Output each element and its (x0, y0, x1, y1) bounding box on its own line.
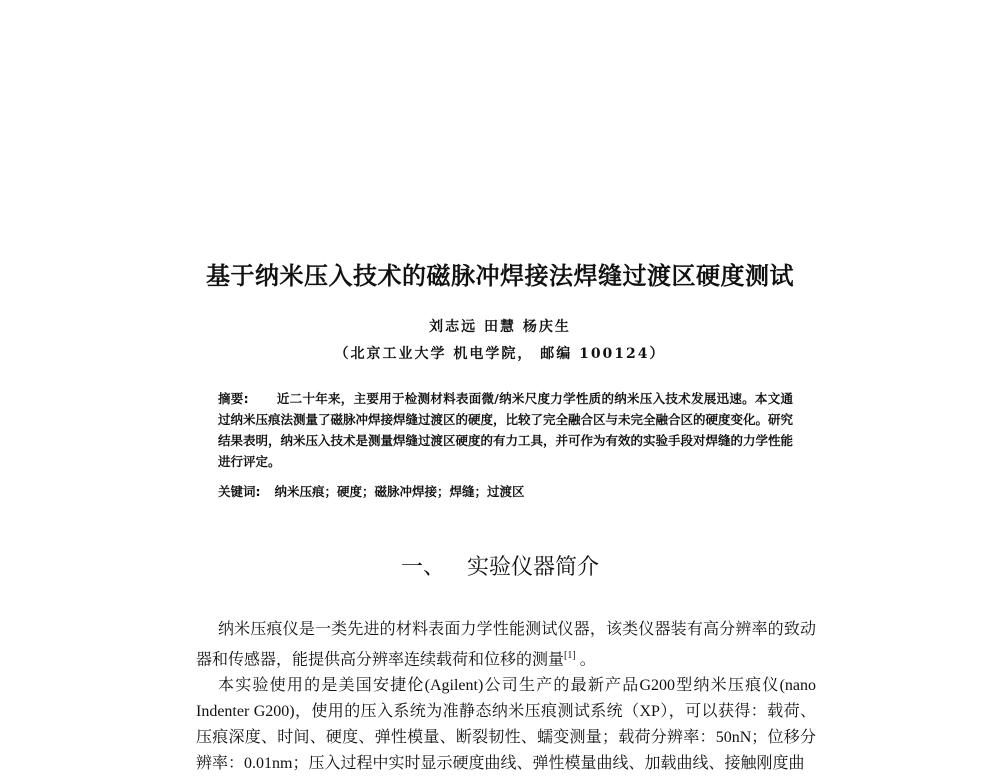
body-text (196, 617, 816, 777)
section-number: 一、 (400, 555, 445, 580)
abstract-text: 近二十年来，主要用于检测材料表面微/纳米尺度力学性质的纳米压入技术发展迅速。本文通过纳米压痕法测量了磁脉冲焊接焊缝过渡区的硬度，比较了完全融合区与未完全融合区的硬度变化。研究结果表明，纳米压入技术是测量焊缝过渡区硬度的有力工具，并可作为有效的实验手段对焊缝的力学性能进行评定。 (218, 391, 794, 469)
keywords-text: 纳米压痕；硬度；磁脉冲焊接；焊缝；过渡区 (274, 484, 525, 499)
authors: 刘志远 田慧 杨庆生 (429, 319, 571, 335)
paragraph-text: 纳米压痕仪是一类先进的材料表面力学性能测试仪器，该类仪器装有高分辨率的致动器和传感器，能提供高分辨率连续载荷和位移的测量 (196, 621, 816, 669)
abstract (218, 388, 793, 472)
affiliation: （北京工业大学 机电学院， 邮编 100124） (334, 346, 666, 362)
keywords (218, 482, 525, 500)
section-title: 实验仪器简介 (467, 555, 600, 580)
abstract-label: 摘要: (218, 391, 249, 406)
keywords-label: 关键词: (218, 484, 261, 499)
citation: [1] (564, 650, 576, 661)
paragraph-end: 。 (575, 651, 596, 669)
section-heading (0, 550, 1000, 581)
paragraph (196, 617, 816, 673)
paper-title: 基于纳米压入技术的磁脉冲焊接法焊缝过渡区硬度测试 (206, 262, 794, 290)
paragraph: 本实验使用的是美国安捷伦(Agilent)公司生产的最新产品G200型纳米压痕仪(nano Indenter G200)，使用的压入系统为准静态纳米压痕测试系统（XP），可以获得：载荷、压痕深度、时间、硬度、弹性模量、断裂韧性、蠕变测量；载荷分辨率：50nN；位移分辨率：0.01nm；压入过程中实时显示硬度曲线、弹性模量曲线、加载曲线、接触刚度曲 (196, 677, 816, 773)
